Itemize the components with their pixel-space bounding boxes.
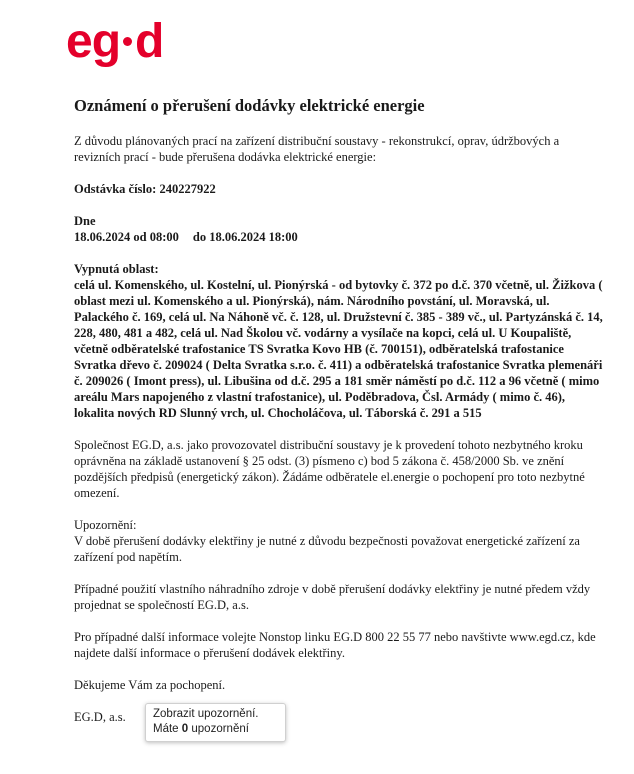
outage-number-line	[74, 181, 604, 197]
tooltip-show-notifications[interactable]: Zobrazit upozornění.	[153, 708, 259, 720]
intro-text: Z důvodu plánovaných prací na zařízení distribuční soustavy - rekonstrukcí, oprav, údržbových a revizních prací - bude přerušena dodávka elektrické energie:	[74, 134, 560, 164]
page-title: Oznámení o přerušení dodávky elektrické energie	[74, 96, 425, 115]
outage-date-label: Dne	[74, 214, 96, 228]
logo-text-eg: eg	[66, 15, 121, 68]
egd-logo	[66, 15, 164, 68]
outage-area-label: Vypnutá oblast:	[74, 262, 159, 276]
notification-count: 0	[181, 723, 189, 735]
outage-date-block	[74, 213, 604, 245]
outage-from: 18.06.2024 od 08:00	[74, 230, 179, 244]
warning-block	[74, 517, 604, 565]
warning-text: V době přerušení dodávky elektřiny je nutné z důvodu bezpečnosti považovat energetické zařízení za zařízení pod napětím.	[74, 534, 580, 564]
tooltip-count-suffix: upozornění	[191, 723, 249, 735]
outage-to: do 18.06.2024 18:00	[192, 230, 298, 244]
outage-area-text: celá ul. Komenského, ul. Kostelní, ul. Pionýrská - od bytovky č. 372 po d.č. 370 včetně, ul. Žižkova ( oblast mezi ul. Komenského a ul. Pionýrská), nám. Národního povstání, ul. Moravská, ul. Palackého č. 169, celá ul. Na Náhoně vč. č. 128, ul. Družstevní č. 385 - 389 vč., ul. Partyzánská č. 14, 228, 480, 481 a 482, celá ul. Nad Školou vč. vodárny a vysílače na kopci, celá ul. U Koupaliště, včetně odběratelské trafostanice TS Svratka Kovo HB (č. 700151), odběratelská trafostanice Svratka dřevo č. 209024 ( Delta Svratka s.r.o. č. 411) a odběratelská trafostanice Svratka plemenáři č. 209026 ( Imont press), ul. Libušina od d.č. 295 a 181 směr náměstí po d.č. 112 a 96 včetně ( mimo areálu Mars napojeného z vlastní trafostanice), ul. Poděbradova, Čsl. Armády ( mimo č. 46), lokalita nových RD Slunný vrch, ul. Chocholáčova, ul. Táborská č. 291 a 515	[74, 278, 603, 420]
signature: EG.D, a.s.	[74, 710, 126, 724]
logo-dot	[123, 37, 132, 46]
thanks-text: Děkujeme Vám za pochopení.	[74, 678, 226, 692]
outage-number-label: Odstávka číslo:	[74, 182, 157, 196]
tooltip-count-line	[153, 722, 279, 737]
logo-text-d: d	[135, 15, 164, 68]
warning-label: Upozornění:	[74, 518, 137, 532]
legal-text: Společnost EG.D, a.s. jako provozovatel distribuční soustavy je k provedení tohoto nezbytného kroku oprávněna na základě ustanovení § 25 odst. (3) písmeno c) bod 5 zákona č. 458/2000 Sb. ve znění pozdějších předpisů (energetický zákon). Žádáme odběratele el.energie o pochopení pro toto nezbytné omezení.	[74, 438, 585, 500]
outage-number: 240227922	[159, 182, 216, 196]
outage-date-row	[74, 229, 604, 245]
backup-source-text: Případné použití vlastního náhradního zdroje v době přerušení dodávky elektřiny je nutné předem vždy projednat se společností EG.D, a.s.	[74, 582, 591, 612]
outage-area-block	[74, 261, 604, 421]
notice-document	[74, 96, 604, 741]
tooltip-count-prefix: Máte	[153, 723, 179, 735]
contact-text: Pro případné další informace volejte Nonstop linku EG.D 800 22 55 77 nebo navštivte www.egd.cz, kde najdete další informace o přerušení dodávek elektřiny.	[74, 630, 596, 660]
notifications-tooltip[interactable]	[145, 703, 286, 742]
